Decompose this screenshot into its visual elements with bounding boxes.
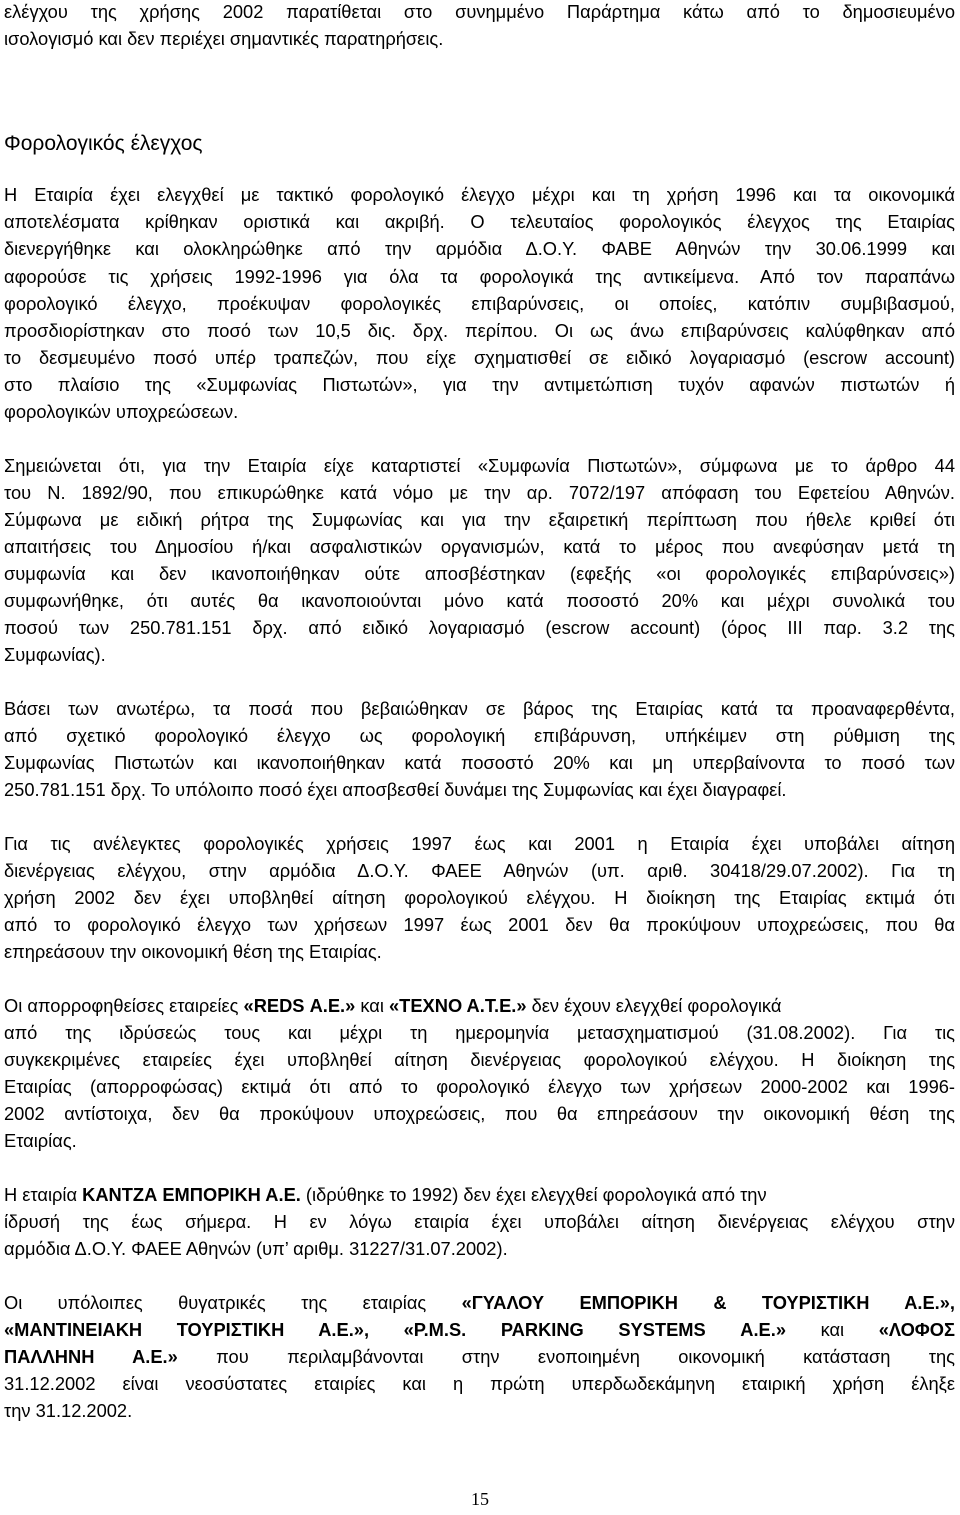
body-line: συγκεκριμένες εταιρείες έχει υποβληθεί αίτηση διενέργειας φορολογικού ελέγχου. Η διοίκηση της [4,1049,955,1070]
body-line: 31.12.2002 είναι νεοσύστατες εταιρίες και η πρώτη υπερδωδεκάμηνη εταιρική χρήση έληξε [4,1373,955,1394]
body-line: συμφωνία και δεν ικανοποιήθηκαν ούτε αποσβέστηκαν (εφεξής «οι φορολογικές επιβαρύνσεις») [4,563,955,584]
body-line: του Ν. 1892/90, που επικυρώθηκε κατά νόμο με την αρ. 7072/197 απόφαση του Εφετείου Αθηνών. [4,482,955,503]
body-line: ελέγχου της χρήσης 2002 παρατίθεται στο συνημμένο Παράρτημα κάτω από το δημοσιευμένο [4,1,955,22]
company-name: «ΓΥΑΛΟΥ ΕΜΠΟΡΙΚΗ & ΤΟΥΡΙΣΤΙΚΗ Α.Ε.», [461,1292,955,1313]
company-name: ΠΑΛΛΗΝΗ Α.Ε.» [4,1346,178,1367]
body-line: Σημειώνεται ότι, για την Εταιρία είχε καταρτιστεί «Συμφωνία Πιστωτών», σύμφωνα με το άρθρο 44 [4,455,955,476]
body-line: συμφωνήθηκε, ότι αυτές θα ικανοποιούνται μόνο κατά ποσοστό 20% και μέχρι συνολικά του [4,590,955,611]
body-line: από σχετικό φορολογικό έλεγχο ως φορολογική επιβάρυνση, υπήκέιμεν στη ρύθμιση της [4,725,955,746]
body-line-mixed [4,1344,955,1370]
body-line: προσδιορίστηκαν στο ποσό των 10,5 δις. δρχ. περίπου. Οι ως άνω επιβαρύνσεις καλύφθηκαν από [4,320,955,341]
body-line: επηρεάσουν την οικονομική θέση της Εταιρίας. [4,941,382,962]
body-line: διενεργήθηκε και ολοκληρώθηκε από την αρμόδια Δ.Ο.Υ. ΦΑΒΕ Αθηνών την 30.06.1999 και [4,238,955,259]
page-number: 15 [471,1489,489,1509]
body-line: Συμφωνίας). [4,644,106,665]
body-line: 250.781.151 δρχ. Το υπόλοιπο ποσό έχει αποσβεσθεί δυνάμει της Συμφωνίας και έχει διαγραφεί. [4,779,787,800]
body-line: στο πλαίσιο της «Συμφωνίας Πιστωτών», για την αντιμετώπιση τυχόν αφανών πιστωτών ή [4,374,955,395]
text-run: (ιδρύθηκε το 1992) δεν έχει ελεγχθεί φορολογικά από την [300,1184,767,1205]
text-run: δεν έχουν ελεγχθεί φορολογικά [526,995,782,1016]
body-line: Σύμφωνα με ειδική ρήτρα της Συμφωνίας και για την εξαιρετική περίπτωση που ήθελε κριθεί ότι [4,509,955,530]
body-line: Βάσει των ανωτέρω, τα ποσά που βεβαιώθηκαν σε βάρος της Εταιρίας κατά τα προαναφερθέντα, [4,698,955,719]
body-line: την 31.12.2002. [4,1400,133,1421]
body-line: 2002 αντίστοιχα, δεν θα προκύψουν υποχρεώσεις, που θα επηρεάσουν την οικονομική θέση της [4,1103,955,1124]
body-line: απαιτήσεις του Δημοσίου ή/και ασφαλιστικών οργανισμών, κατά το μέρος που ανεφύσηαν μετά τη [4,536,955,557]
body-line: Εταιρίας (απορροφώσας) εκτιμά ότι από το φορολογικό έλεγχο των χρήσεων 2000-2002 και 1996- [4,1076,955,1097]
text-run: Η εταιρία [4,1184,83,1205]
body-line: Η Εταιρία έχει ελεγχθεί με τακτικό φορολογικό έλεγχο μέχρι και τη χρήση 1996 και τα οικονομικά [4,184,955,205]
text-run: και [355,995,390,1016]
body-line: από το φορολογικό έλεγχο των χρήσεων 1997 έως 2001 δεν θα προκύψουν υποχρεώσεις, που θα [4,914,955,935]
company-name: «ΜΑΝΤΙΝΕΙΑΚΗ ΤΟΥΡΙΣΤΙΚΗ Α.Ε.», «P.M.S. PARKING SYSTEMS Α.Ε.» [4,1319,786,1340]
body-line: ποσού των 250.781.151 δρχ. από ειδικό λογαριασμό (escrow account) (όρος III παρ. 3.2 της [4,617,955,638]
text-run: που περιλαμβάνονται στην ενοποιημένη οικονομική κατάσταση της [177,1346,955,1367]
body-line: ισολογισμό και δεν περιέχει σημαντικές παρατηρήσεις. [4,28,444,49]
body-line: αφορούσε τις χρήσεις 1992-1996 για όλα τα φορολογικά της αντικείμενα. Από τον παραπάνω [4,266,955,287]
body-line: Εταιρίας. [4,1130,77,1151]
company-name: «ΤΕΧΝΟ Α.Τ.Ε.» [389,995,527,1016]
body-line: χρήση 2002 δεν έχει υποβληθεί αίτηση φορολογικού ελέγχου. Η διοίκηση της Εταιρίας εκτιμά ότι [4,887,955,908]
company-name: «ΛΟΦΟΣ [878,1319,955,1340]
body-line: αρμόδια Δ.Ο.Υ. ΦΑΕΕ Αθηνών (υπ’ αριθμ. 31227/31.07.2002). [4,1238,508,1259]
body-line: Συμφωνίας Πιστωτών και ικανοποιήθηκαν κατά ποσοστό 20% και μη υπερβαίνοντα το ποσό των [4,752,955,773]
text-run: και [786,1319,879,1340]
body-line-mixed [4,1182,955,1208]
body-line-mixed [4,993,955,1019]
body-line: αποτελέσματα κρίθηκαν οριστικά και ακριβή. Ο τελευταίος φορολογικός έλεγχος της Εταιρίας [4,211,955,232]
body-line: φορολογικό έλεγχο, προέκυψαν φορολογικές επιβαρύνσεις, οι οποίες, κατόπιν συμβιβασμού, [4,293,955,314]
section-heading: Φορολογικός έλεγχος [4,132,203,155]
body-line: διενέργειας ελέγχου, στην αρμόδια Δ.Ο.Υ. ΦΑΕΕ Αθηνών (υπ. αριθ. 30418/29.07.2002). Για τη [4,860,955,881]
text-run: Οι απορροφηθείσες εταιρείες [4,995,244,1016]
body-line: από της ιδρύσεώς τους και μέχρι τη ημερομηνία μετασχηματισμού (31.08.2002). Για τις [4,1022,955,1043]
body-line: Για τις ανέλεγκτες φορολογικές χρήσεις 1997 έως και 2001 η Εταιρία έχει υποβάλει αίτηση [4,833,955,854]
body-line: το δεσμευμένο ποσό υπέρ τραπεζών, που είχε σχηματισθεί σε ειδικό λογαριασμό (escrow account) [4,347,955,368]
body-line: ίδρυσή της έως σήμερα. Η εν λόγω εταιρία έχει υποβάλει αίτηση διενέργειας ελέγχου στην [4,1211,955,1232]
company-name: «REDS Α.Ε.» [243,995,356,1016]
body-line-mixed [4,1317,955,1343]
text-run: Οι υπόλοιπες θυγατρικές της εταιρίας [4,1292,462,1313]
company-name: ΚΑΝΤΖΑ ΕΜΠΟΡΙΚΗ Α.Ε. [82,1184,301,1205]
body-line: φορολογικών υποχρεώσεων. [4,401,239,422]
body-line-mixed [4,1290,955,1316]
